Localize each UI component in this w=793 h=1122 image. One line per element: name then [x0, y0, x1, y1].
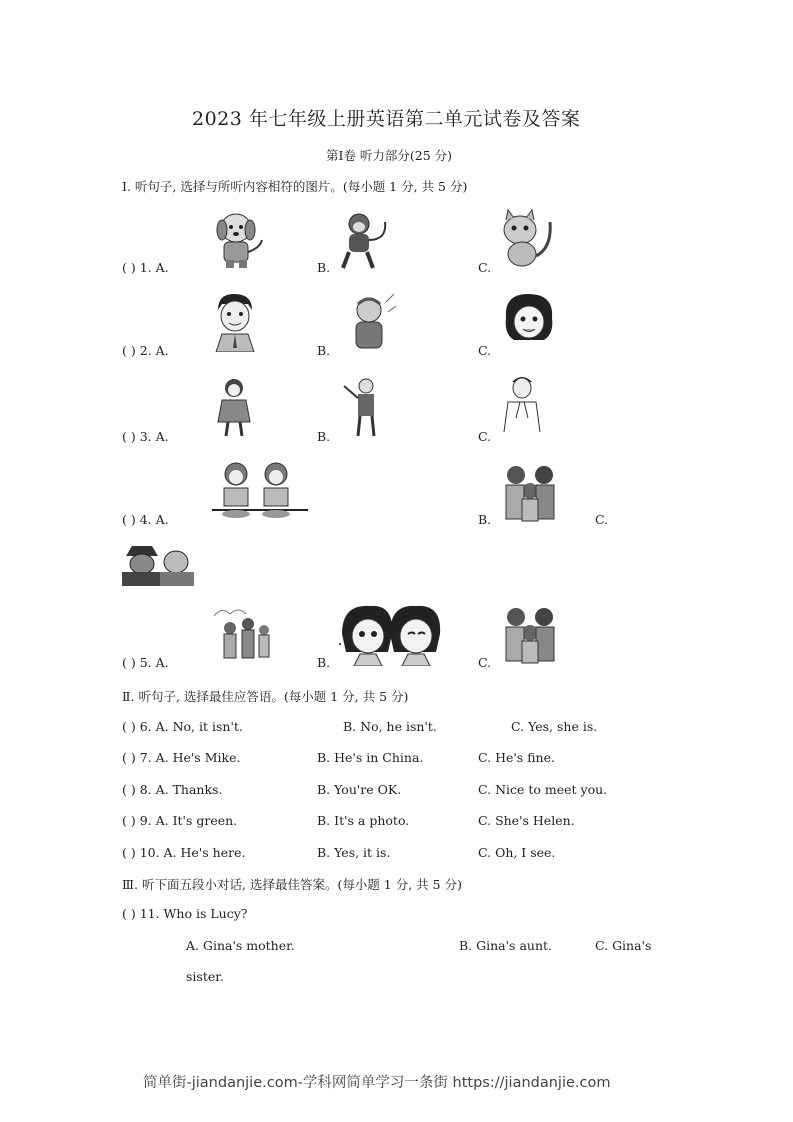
q3-label: ( ) 3. A. [122, 429, 169, 444]
q2-c-label: C. [478, 343, 492, 358]
q10-b: B. Yes, it is. [317, 845, 391, 860]
q4-label: ( ) 4. A. [122, 512, 169, 527]
q2-b-label: B. [317, 343, 331, 358]
part-heading: 第Ⅰ卷 听力部分(25 分) [326, 148, 453, 163]
page-title: 2023 年七年级上册英语第二单元试卷及答案 [192, 108, 581, 130]
q9-c: C. She's Helen. [478, 813, 575, 828]
section1-heading: Ⅰ. 听句子, 选择与所听内容相符的图片。(每小题 1 分, 共 5 分) [122, 179, 468, 194]
q7-a: ( ) 7. A. He's Mike. [122, 750, 241, 765]
section3-heading: Ⅲ. 听下面五段小对话, 选择最佳答案。(每小题 1 分, 共 5 分) [122, 877, 462, 892]
q8-c: C. Nice to meet you. [478, 782, 608, 797]
q11-option-c-cont: sister. [186, 969, 224, 984]
section2-heading: Ⅱ. 听句子, 选择最佳应答语。(每小题 1 分, 共 5 分) [122, 689, 409, 704]
q7-b: B. He's in China. [317, 750, 424, 765]
monkey-picture [337, 210, 391, 270]
q5-label: ( ) 5. A. [122, 655, 169, 670]
family-outdoor-picture [212, 606, 276, 666]
q6-c: C. Yes, she is. [511, 719, 598, 734]
q9-b: B. It's a photo. [317, 813, 410, 828]
q4-b-label: B. [478, 512, 492, 527]
q11-option-a: A. Gina's mother. [186, 938, 295, 953]
q3-b-label: B. [317, 429, 331, 444]
q1-label: ( ) 1. A. [122, 260, 169, 275]
q3-c-label: C. [478, 429, 492, 444]
q6-b: B. No, he isn't. [343, 719, 437, 734]
q4-c-label: C. [595, 512, 609, 527]
old-man-picture [346, 292, 396, 352]
q1-c-label: C. [478, 260, 492, 275]
teacher-picture [342, 376, 384, 438]
q6-a: ( ) 6. A. No, it isn't. [122, 719, 243, 734]
q11-option-b: B. Gina's aunt. [459, 938, 552, 953]
dog-picture [210, 210, 266, 270]
boy-picture [500, 372, 546, 434]
q11-option-c: C. Gina's [595, 938, 652, 953]
q5-c-label: C. [478, 655, 492, 670]
cat-picture [498, 208, 556, 270]
family-picture-5c [500, 605, 558, 667]
two-kids-eating-picture [212, 460, 308, 522]
q7-c: C. He's fine. [478, 750, 555, 765]
q5-b-label: B. [317, 655, 331, 670]
q10-a: ( ) 10. A. He's here. [122, 845, 246, 860]
twin-girls-picture [338, 604, 444, 666]
q8-a: ( ) 8. A. Thanks. [122, 782, 223, 797]
q1-b-label: B. [317, 260, 331, 275]
q8-b: B. You're OK. [317, 782, 402, 797]
grandparents-picture [122, 542, 196, 586]
q2-label: ( ) 2. A. [122, 343, 169, 358]
q9-a: ( ) 9. A. It's green. [122, 813, 238, 828]
little-girl-picture [214, 376, 254, 438]
girl-face-picture [502, 290, 556, 352]
q10-c: C. Oh, I see. [478, 845, 556, 860]
footer-watermark: 简单街-jiandanjie.com-学科网简单学习一条街 https://jiandanjie.com [143, 1075, 611, 1091]
q11-question: ( ) 11. Who is Lucy? [122, 906, 248, 921]
man-picture [212, 292, 258, 352]
family-picture-4b [500, 463, 558, 525]
